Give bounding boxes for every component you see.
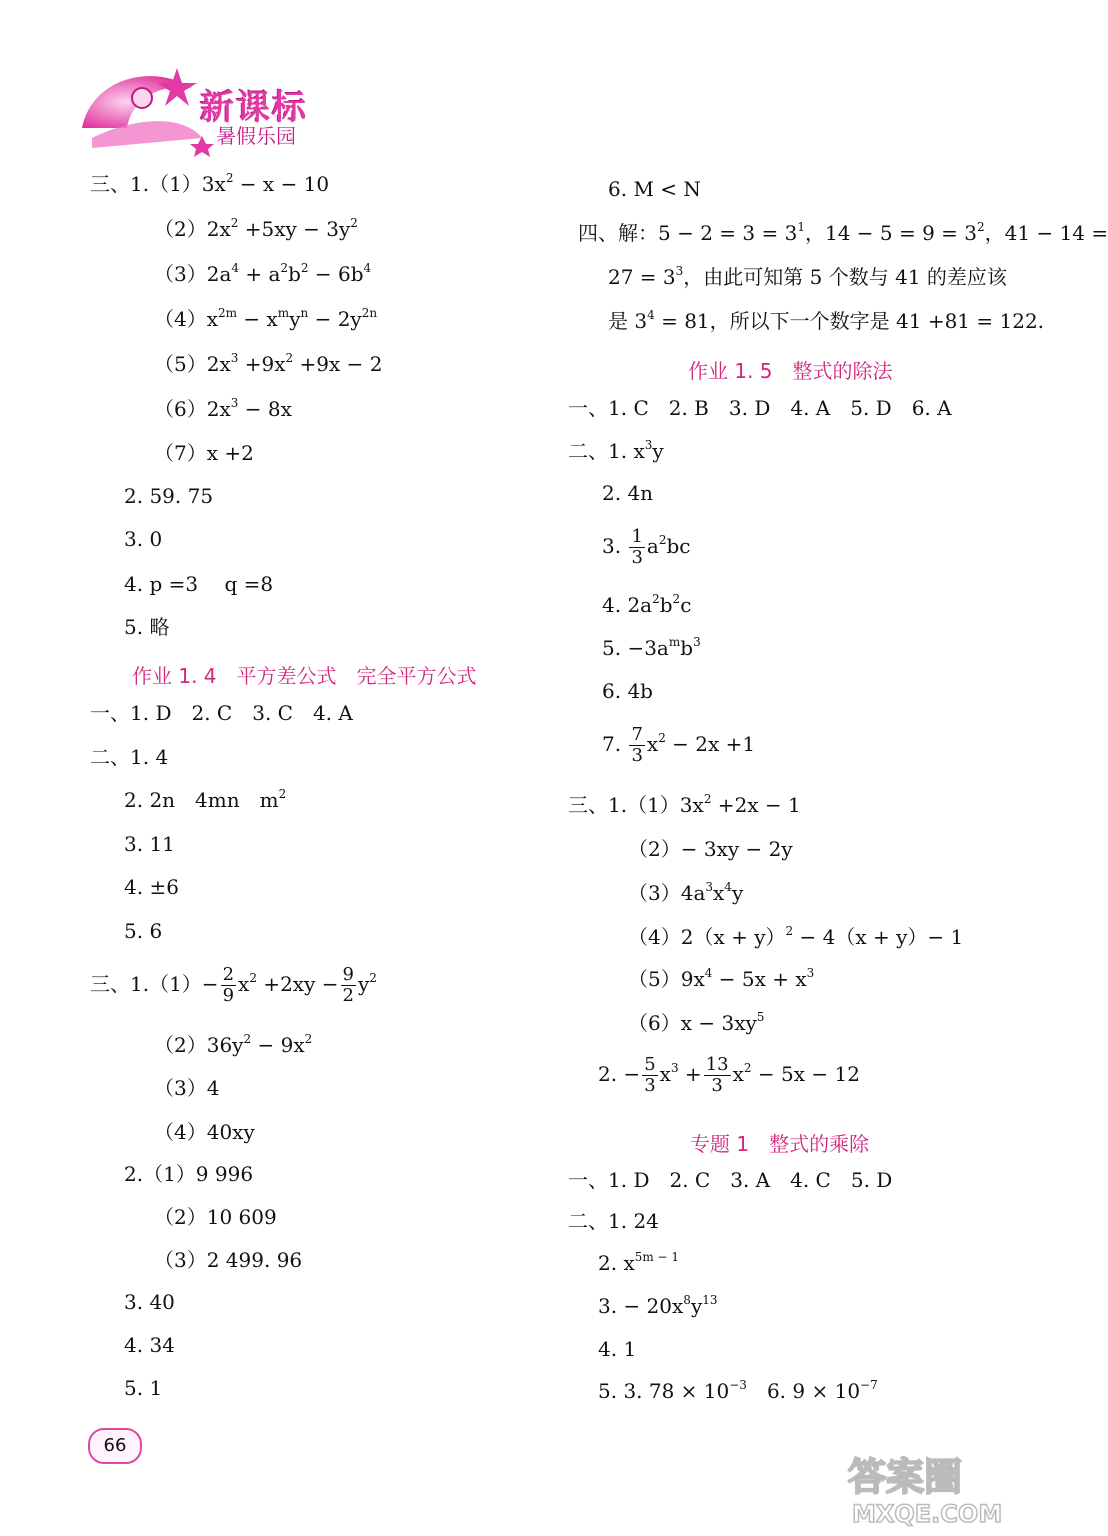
answer-line: 3. $\frac{1}{3}$ $a^2bc$ bbox=[602, 526, 691, 568]
answer-line: 三、$1.(1)3x^2 - x - 10$ bbox=[90, 171, 330, 196]
answer-line: $(3)4a^3x^4y$ bbox=[628, 880, 744, 905]
answer-line: 二、1. 24 bbox=[568, 1209, 659, 1233]
answer-line: （3）2 499. 96 bbox=[154, 1248, 303, 1272]
answer-line: 4. ±6 bbox=[124, 875, 179, 899]
answer-line: 6. M < N bbox=[608, 177, 701, 201]
answer-line: 三、1.（1）− $\frac{2}{9}$ $x^2 +2xy$ − $\frac{9}{2}$ $y^2$ bbox=[90, 964, 377, 1006]
answer-line: 2. $x^{5m - 1}$ bbox=[598, 1250, 680, 1275]
answer-line: 一、1. C 2. B 3. D 4. A 5. D 6. A bbox=[568, 396, 952, 420]
page-number: 66 bbox=[88, 1428, 142, 1464]
answer-line: 5. 3. $78 \times 10^{-3}$ 6. $9 \times 10^{-7}$ bbox=[598, 1378, 878, 1403]
answer-line: $(6)2x^3 - 8x$ bbox=[154, 396, 292, 421]
answer-line: （3）4 bbox=[154, 1076, 220, 1100]
answer-line: 2. 4n bbox=[602, 481, 654, 505]
answer-line: $(5)9x^4 - 5x + x^3$ bbox=[628, 966, 815, 991]
answer-line: （2）− 3xy − 2y bbox=[628, 837, 793, 861]
answer-line: 7. $\frac{7}{3}$ $x^2 - 2x +1$ bbox=[602, 724, 756, 766]
answer-line: 二、1. 4 bbox=[90, 745, 169, 769]
answer-line: 2.（1）9 996 bbox=[124, 1162, 254, 1186]
answer-line: 5. 1 bbox=[124, 1376, 163, 1400]
answer-line: 5. $-3a^mb^3$ bbox=[602, 635, 701, 660]
answer-line: $(5)2x^3 +9x^2 +9x - 2$ bbox=[154, 351, 383, 376]
answer-line: 一、1. D 2. C 3. C 4. A bbox=[90, 701, 353, 725]
answer-line: $(4)2(x + y)^2 - 4(x + y)- 1$ bbox=[628, 924, 964, 949]
answer-line: $(2)2x^2 +5xy - 3y^2$ bbox=[154, 216, 358, 241]
answer-line: 是 $3^4 = 81$，所以下一个数字是 41 +81 = 122. bbox=[608, 308, 1045, 333]
fraction: $\frac{7}{3}$ bbox=[631, 724, 643, 766]
answer-line: 3. 40 bbox=[124, 1290, 175, 1314]
fraction: $\frac{2}{9}$ bbox=[222, 964, 235, 1006]
logo-subtitle: 暑假乐园 bbox=[216, 124, 296, 148]
answer-line: $(2)36y^2 - 9x^2$ bbox=[154, 1032, 313, 1057]
answer-line: 二、1. $x^3y$ bbox=[568, 438, 664, 463]
answer-line: 4. 34 bbox=[124, 1333, 175, 1357]
answer-line: 三、$1.(1)3x^2 +2x - 1$ bbox=[568, 792, 801, 817]
answer-line: 4. p =3 q =8 bbox=[124, 572, 274, 596]
answer-line: （7）x +2 bbox=[154, 441, 254, 465]
watermark-domain-text: MXQE.COM bbox=[852, 1500, 1003, 1528]
section-heading: 专题 1 整式的乘除 bbox=[690, 1132, 870, 1156]
answer-line: （4）40xy bbox=[154, 1120, 255, 1144]
fraction: $\frac{13}{3}$ bbox=[705, 1054, 729, 1096]
answer-line: 4. 1 bbox=[598, 1337, 637, 1361]
section-heading: 作业 1. 5 整式的除法 bbox=[688, 359, 893, 383]
fraction: $\frac{9}{2}$ bbox=[342, 964, 354, 1006]
section-heading: 作业 1. 4 平方差公式 完全平方公式 bbox=[132, 664, 477, 688]
fraction: $\frac{5}{3}$ bbox=[644, 1054, 656, 1096]
answer-line: 5. 6 bbox=[124, 919, 163, 943]
watermark-icon bbox=[838, 1448, 1013, 1528]
answer-line: $27 = 3^3$，由此可知第 5 个数与 41 的差应该 bbox=[608, 264, 1007, 289]
answer-line: $(6)x - 3xy^5$ bbox=[628, 1010, 765, 1035]
answer-line: 3. 11 bbox=[124, 832, 175, 856]
answer-line: $(4)x^{2m} - x^my^n - 2y^{2n}$ bbox=[154, 306, 378, 331]
answer-line: 5. 略 bbox=[124, 615, 170, 639]
answer-line: 2. − $\frac{5}{3}$ $x^3$ + $\frac{13}{3}$ $x^2 - 5x - 12$ bbox=[598, 1054, 860, 1096]
answer-line: 一、1. D 2. C 3. A 4. C 5. D bbox=[568, 1168, 893, 1192]
answer-line: $(3)2a^4 + a^2b^2 - 6b^4$ bbox=[154, 261, 372, 286]
answer-line: 6. 4b bbox=[602, 679, 653, 703]
watermark-main-text: 答案圈 bbox=[848, 1455, 963, 1499]
answer-line: 2. 59. 75 bbox=[124, 484, 214, 508]
watermark-logo bbox=[838, 1448, 1013, 1528]
answer-line: 四、解：$5 - 2 = 3 = 3^1$，$14 - 5 = 9 = 3^2$，41 − 14 = bbox=[578, 220, 1108, 245]
logo-title: 新课标 bbox=[200, 88, 308, 128]
answer-line: 2. 2n 4mn $m^2$ bbox=[124, 787, 287, 812]
answer-line: 4. $2a^2b^2c$ bbox=[602, 592, 692, 617]
answer-line: 3. 0 bbox=[124, 527, 163, 551]
answer-line: 3. − $20x^8y^{13}$ bbox=[598, 1293, 718, 1318]
fraction: $\frac{1}{3}$ bbox=[631, 526, 643, 568]
answer-line: （2）10 609 bbox=[154, 1205, 277, 1229]
